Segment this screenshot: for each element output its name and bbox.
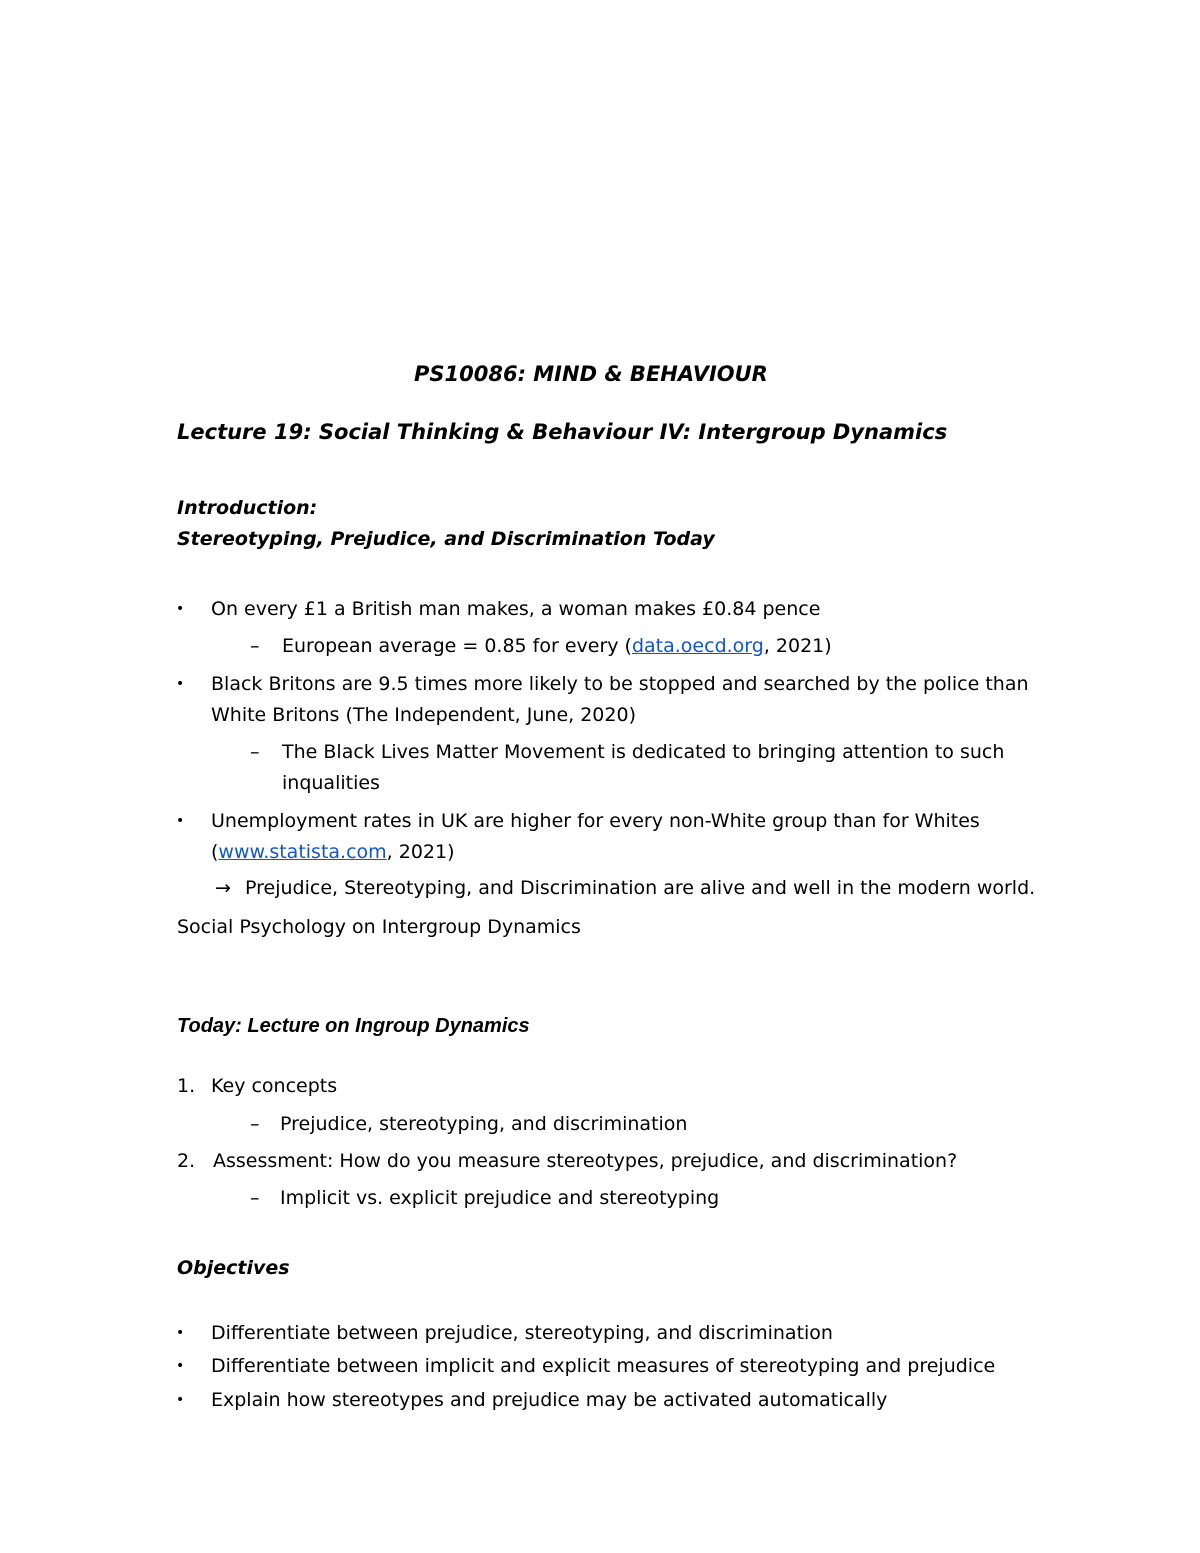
objectives-heading: Objectives bbox=[177, 1257, 290, 1279]
intro-bullet-3-line-2 bbox=[211, 840, 455, 864]
objective-item: Differentiate between implicit and explicit measures of stereotyping and prejudice bbox=[211, 1355, 996, 1377]
intro-bullet-1-sub bbox=[282, 634, 832, 658]
dash-marker: – bbox=[250, 1113, 260, 1135]
bullet-marker: • bbox=[176, 1392, 185, 1408]
today-number-2: 2. bbox=[177, 1150, 196, 1172]
paren-close: , 2021) bbox=[386, 841, 455, 863]
intro-bullet-2-sub-line-2: inqualities bbox=[282, 772, 380, 794]
intro-bullet-3-line-1: Unemployment rates in UK are higher for every non-White group than for Whites bbox=[211, 810, 980, 832]
intro-bullet-2-line-1: Black Britons are 9.5 times more likely to be stopped and searched by the police than bbox=[211, 673, 1029, 695]
today-heading: Today: Lecture on Ingroup Dynamics bbox=[177, 1015, 530, 1037]
sub-text-pre: European average = 0.85 for every ( bbox=[282, 635, 632, 657]
arrow-right-icon: → bbox=[215, 877, 231, 899]
today-item-2: Assessment: How do you measure stereotypes, prejudice, and discrimination? bbox=[213, 1150, 958, 1172]
intro-subheading: Stereotyping, Prejudice, and Discrimination Today bbox=[177, 528, 715, 550]
intro-heading: Introduction: bbox=[177, 497, 318, 519]
objective-item: Differentiate between prejudice, stereotyping, and discrimination bbox=[211, 1322, 833, 1344]
sub-text-post: , 2021) bbox=[763, 635, 832, 657]
bullet-marker: • bbox=[176, 813, 185, 829]
today-item-1-sub: Prejudice, stereotyping, and discrimination bbox=[280, 1113, 688, 1135]
intro-conclusion: Prejudice, Stereotyping, and Discrimination are alive and well in the modern world. bbox=[245, 877, 1036, 899]
course-title: PS10086: MIND & BEHAVIOUR bbox=[414, 362, 768, 386]
bullet-marker: • bbox=[176, 676, 185, 692]
today-item-2-sub: Implicit vs. explicit prejudice and stereotyping bbox=[280, 1187, 720, 1209]
intro-bullet-1: On every £1 a British man makes, a woman makes £0.84 pence bbox=[211, 598, 821, 620]
bullet-marker: • bbox=[176, 1325, 185, 1341]
bullet-marker: • bbox=[176, 601, 185, 617]
objective-item: Explain how stereotypes and prejudice may be activated automatically bbox=[211, 1389, 888, 1411]
statista-link[interactable]: www.statista.com bbox=[218, 841, 387, 863]
lecture-title: Lecture 19: Social Thinking & Behaviour IV: Intergroup Dynamics bbox=[177, 420, 948, 444]
paren-open: ( bbox=[211, 841, 219, 863]
bullet-marker: • bbox=[176, 1358, 185, 1374]
dash-marker: – bbox=[250, 741, 260, 763]
dash-marker: – bbox=[250, 1187, 260, 1209]
today-item-1: Key concepts bbox=[211, 1075, 338, 1097]
intro-bullet-2-sub-line-1: The Black Lives Matter Movement is dedicated to bringing attention to such bbox=[282, 741, 1005, 763]
oecd-link[interactable]: data.oecd.org bbox=[631, 635, 764, 657]
intro-bullet-2-line-2: White Britons (The Independent, June, 2020) bbox=[211, 704, 636, 726]
dash-marker: – bbox=[250, 635, 260, 657]
intro-closing: Social Psychology on Intergroup Dynamics bbox=[177, 916, 581, 938]
today-number-1: 1. bbox=[177, 1075, 196, 1097]
